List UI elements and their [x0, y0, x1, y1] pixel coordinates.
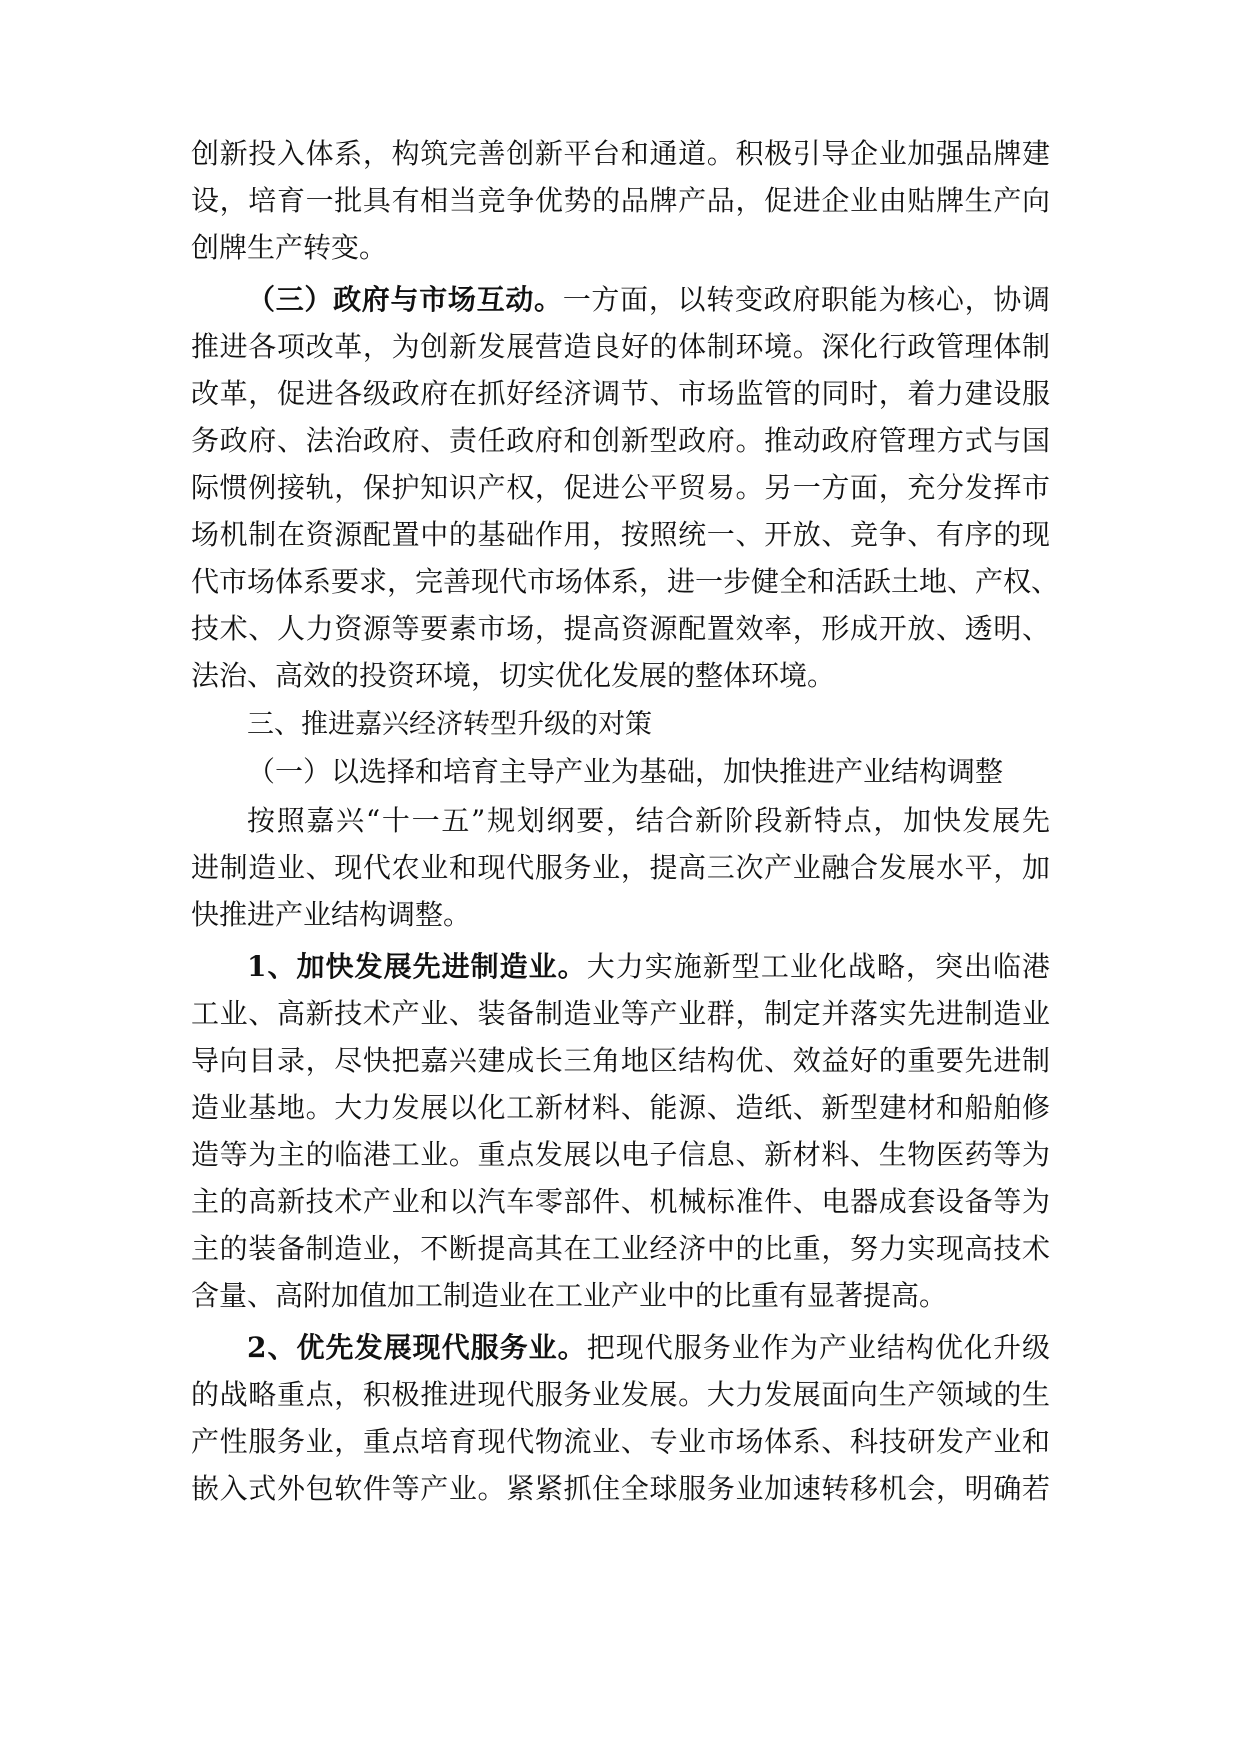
text-line: 产性服务业，重点培育现代物流业、专业市场体系、科技研发产业和: [191, 1425, 1050, 1458]
text-line: 造业基地。大力发展以化工新材料、能源、造纸、新型建材和船舶修: [191, 1091, 1050, 1124]
text-line: 快推进产业结构调整。: [191, 898, 472, 931]
paragraph-lead-line: （三）政府与市场互动。一方面，以转变政府职能为核心，协调: [247, 283, 1050, 316]
text-line: 进制造业、现代农业和现代服务业，提高三次产业融合发展水平，加: [191, 851, 1050, 884]
text-line: 设，培育一批具有相当竞争优势的品牌产品，促进企业由贴牌生产向: [191, 184, 1050, 217]
text-line: 务政府、法治政府、责任政府和创新型政府。推动政府管理方式与国: [191, 424, 1050, 457]
paragraph-lead-line: 2、优先发展现代服务业。把现代服务业作为产业结构优化升级: [247, 1331, 1050, 1364]
subsection-heading: （一）以选择和培育主导产业为基础，加快推进产业结构调整: [247, 755, 1004, 788]
text-line: 的战略重点，积极推进现代服务业发展。大力发展面向生产领域的生: [191, 1378, 1050, 1411]
text-line: 技术、人力资源等要素市场，提高资源配置效率，形成开放、透明、: [191, 612, 1050, 645]
text-line: 推进各项改革，为创新发展营造良好的体制环境。深化行政管理体制: [191, 330, 1050, 363]
text-line: 含量、高附加值加工制造业在工业产业中的比重有显著提高。: [191, 1279, 948, 1312]
section-heading: 三、推进嘉兴经济转型升级的对策: [247, 709, 652, 740]
text-line: 工业、高新技术产业、装备制造业等产业群，制定并落实先进制造业: [191, 997, 1050, 1030]
text-line: 嵌入式外包软件等产业。紧紧抓住全球服务业加速转移机会，明确若: [191, 1472, 1050, 1505]
text-line: 主的高新技术产业和以汽车零部件、机械标准件、电器成套设备等为: [191, 1185, 1050, 1218]
bold-lead: （三）政府与市场互动。: [247, 283, 563, 316]
text-line: 法治、高效的投资环境，切实优化发展的整体环境。: [191, 659, 836, 692]
text-line: 按照嘉兴“十一五”规划纲要，结合新阶段新特点，加快发展先: [247, 804, 1050, 837]
text-line: 场机制在资源配置中的基础作用，按照统一、开放、竞争、有序的现: [191, 518, 1050, 551]
bold-lead: 1、加快发展先进制造业。: [247, 950, 587, 983]
text-line: 创新投入体系，构筑完善创新平台和通道。积极引导企业加强品牌建: [191, 137, 1050, 170]
text-line: 创牌生产转变。: [191, 231, 388, 264]
text-line: 主的装备制造业，不断提高其在工业经济中的比重，努力实现高技术: [191, 1232, 1050, 1265]
bold-lead: 2、优先发展现代服务业。: [247, 1331, 587, 1364]
text-line: 改革，促进各级政府在抓好经济调节、市场监管的同时，着力建设服: [191, 377, 1050, 410]
paragraph-lead-line: 1、加快发展先进制造业。大力实施新型工业化战略，突出临港: [247, 950, 1050, 983]
text-line: 代市场体系要求，完善现代市场体系，进一步健全和活跃土地、产权、: [191, 565, 1060, 598]
text-line: 导向目录，尽快把嘉兴建成长三角地区结构优、效益好的重要先进制: [191, 1044, 1050, 1077]
text-line: 际惯例接轨，保护知识产权，促进公平贸易。另一方面，充分发挥市: [191, 471, 1050, 504]
text-line: 造等为主的临港工业。重点发展以电子信息、新材料、生物医药等为: [191, 1138, 1050, 1171]
